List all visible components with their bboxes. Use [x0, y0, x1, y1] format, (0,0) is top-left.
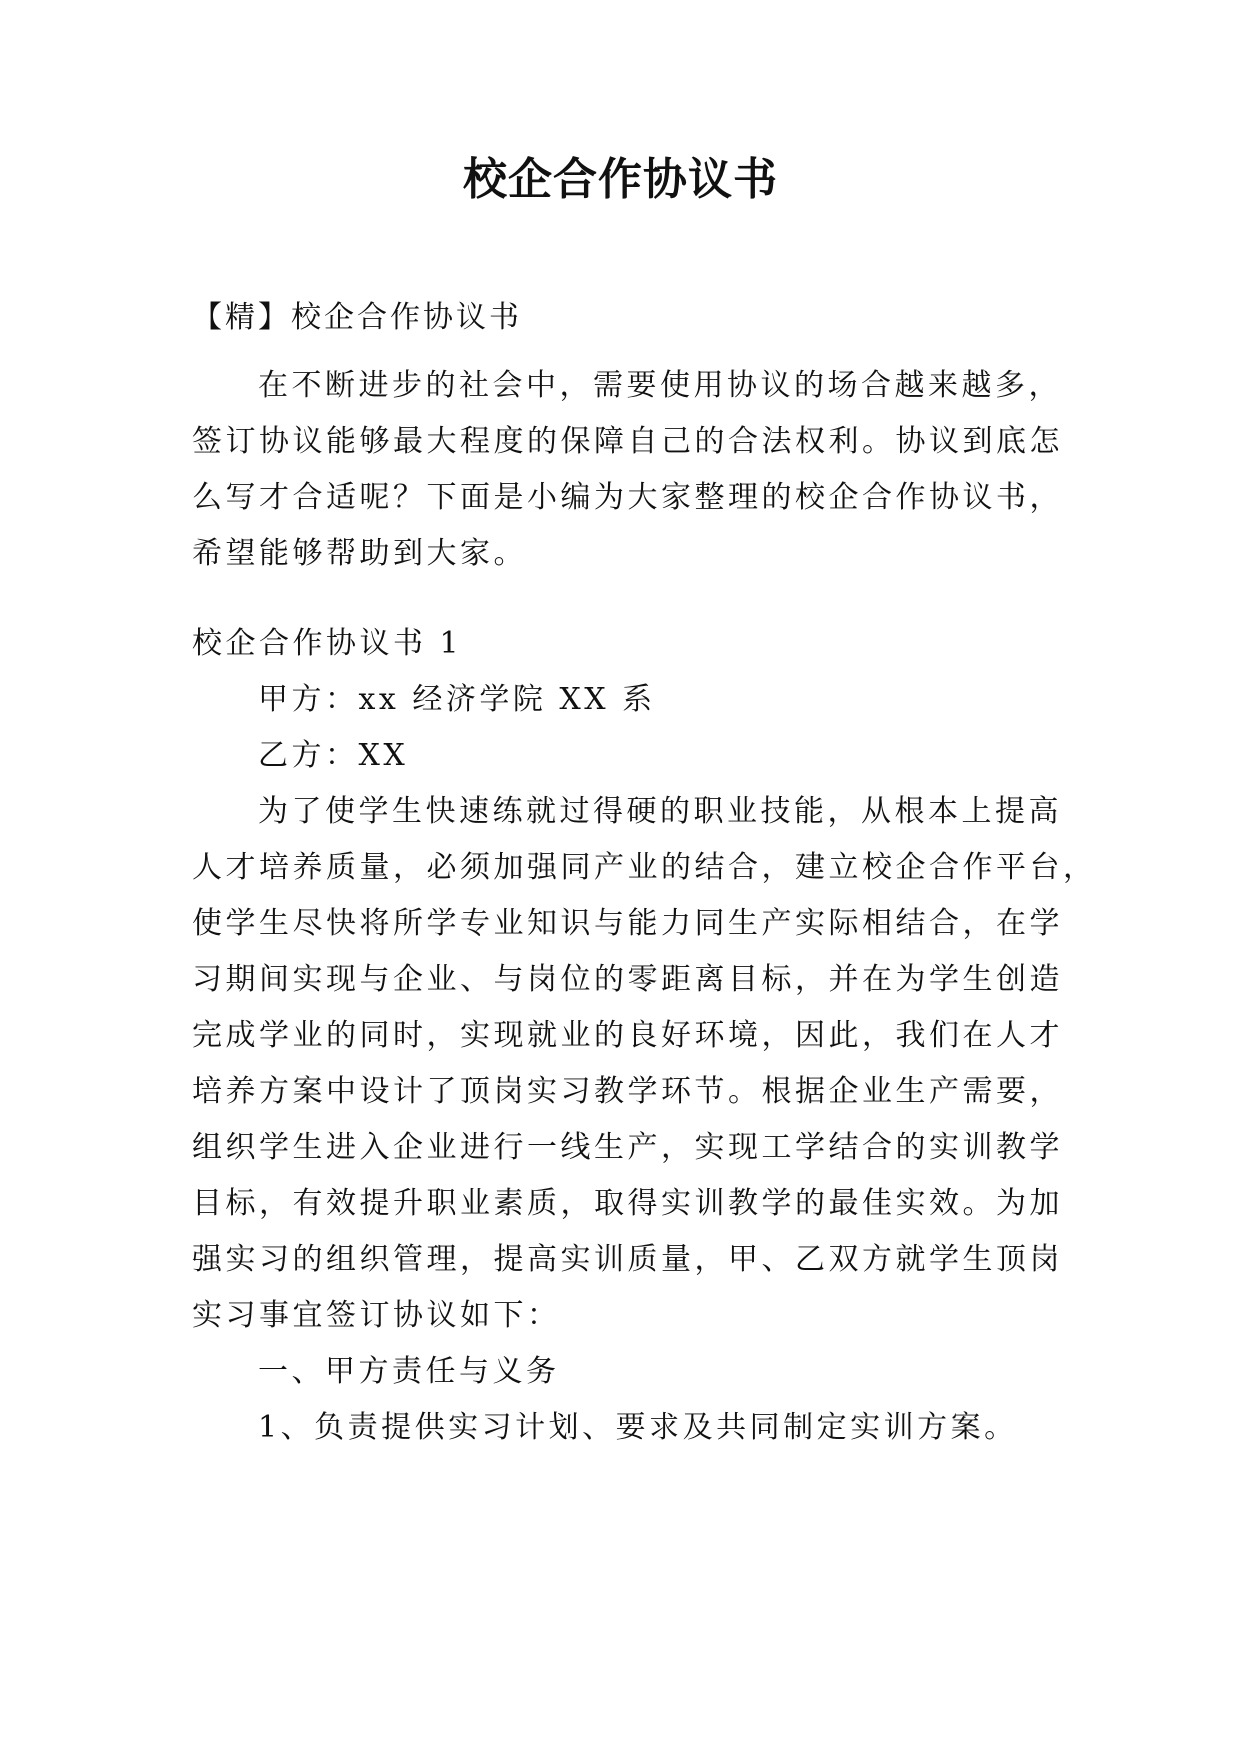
intro-line: 么写才合适呢？下面是小编为大家整理的校企合作协议书，: [192, 480, 1063, 515]
body-line: 强实习的组织管理，提高实训质量，甲、乙双方就学生顶岗: [192, 1242, 1063, 1277]
body-line: 人才培养质量，必须加强同产业的结合，建立校企合作平台，: [192, 850, 1097, 885]
intro-paragraph: [192, 358, 1072, 582]
party-b: 乙方：XX: [258, 738, 409, 773]
clause-item: 1、负责提供实习计划、要求及共同制定实训方案。: [258, 1410, 1018, 1445]
body-line: 使学生尽快将所学专业知识与能力同生产实际相结合，在学: [192, 906, 1063, 941]
document-subtitle: 【精】校企合作协议书: [192, 300, 522, 335]
body-line: 完成学业的同时，实现就业的良好环境，因此，我们在人才: [192, 1018, 1063, 1053]
intro-line: 希望能够帮助到大家。: [192, 536, 527, 571]
agreement-section: [192, 616, 1097, 1456]
party-a: 甲方：xx 经济学院 XX 系: [258, 682, 656, 717]
document-title: 校企合作协议书: [463, 154, 778, 205]
body-line: 组织学生进入企业进行一线生产，实现工学结合的实训教学: [192, 1130, 1063, 1165]
body-line: 习期间实现与企业、与岗位的零距离目标，并在为学生创造: [192, 962, 1063, 997]
intro-line: 在不断进步的社会中，需要使用协议的场合越来越多，: [258, 368, 1062, 403]
body-line: 目标，有效提升职业素质，取得实训教学的最佳实效。为加: [192, 1186, 1063, 1221]
section-heading: 校企合作协议书 1: [192, 626, 463, 661]
body-line: 培养方案中设计了顶岗实习教学环节。根据企业生产需要，: [192, 1074, 1063, 1109]
body-line: 为了使学生快速练就过得硬的职业技能，从根本上提高: [258, 794, 1062, 829]
clause-heading: 一、甲方责任与义务: [258, 1354, 560, 1389]
intro-line: 签订协议能够最大程度的保障自己的合法权利。协议到底怎: [192, 424, 1063, 459]
body-line: 实习事宜签订协议如下：: [192, 1298, 561, 1333]
